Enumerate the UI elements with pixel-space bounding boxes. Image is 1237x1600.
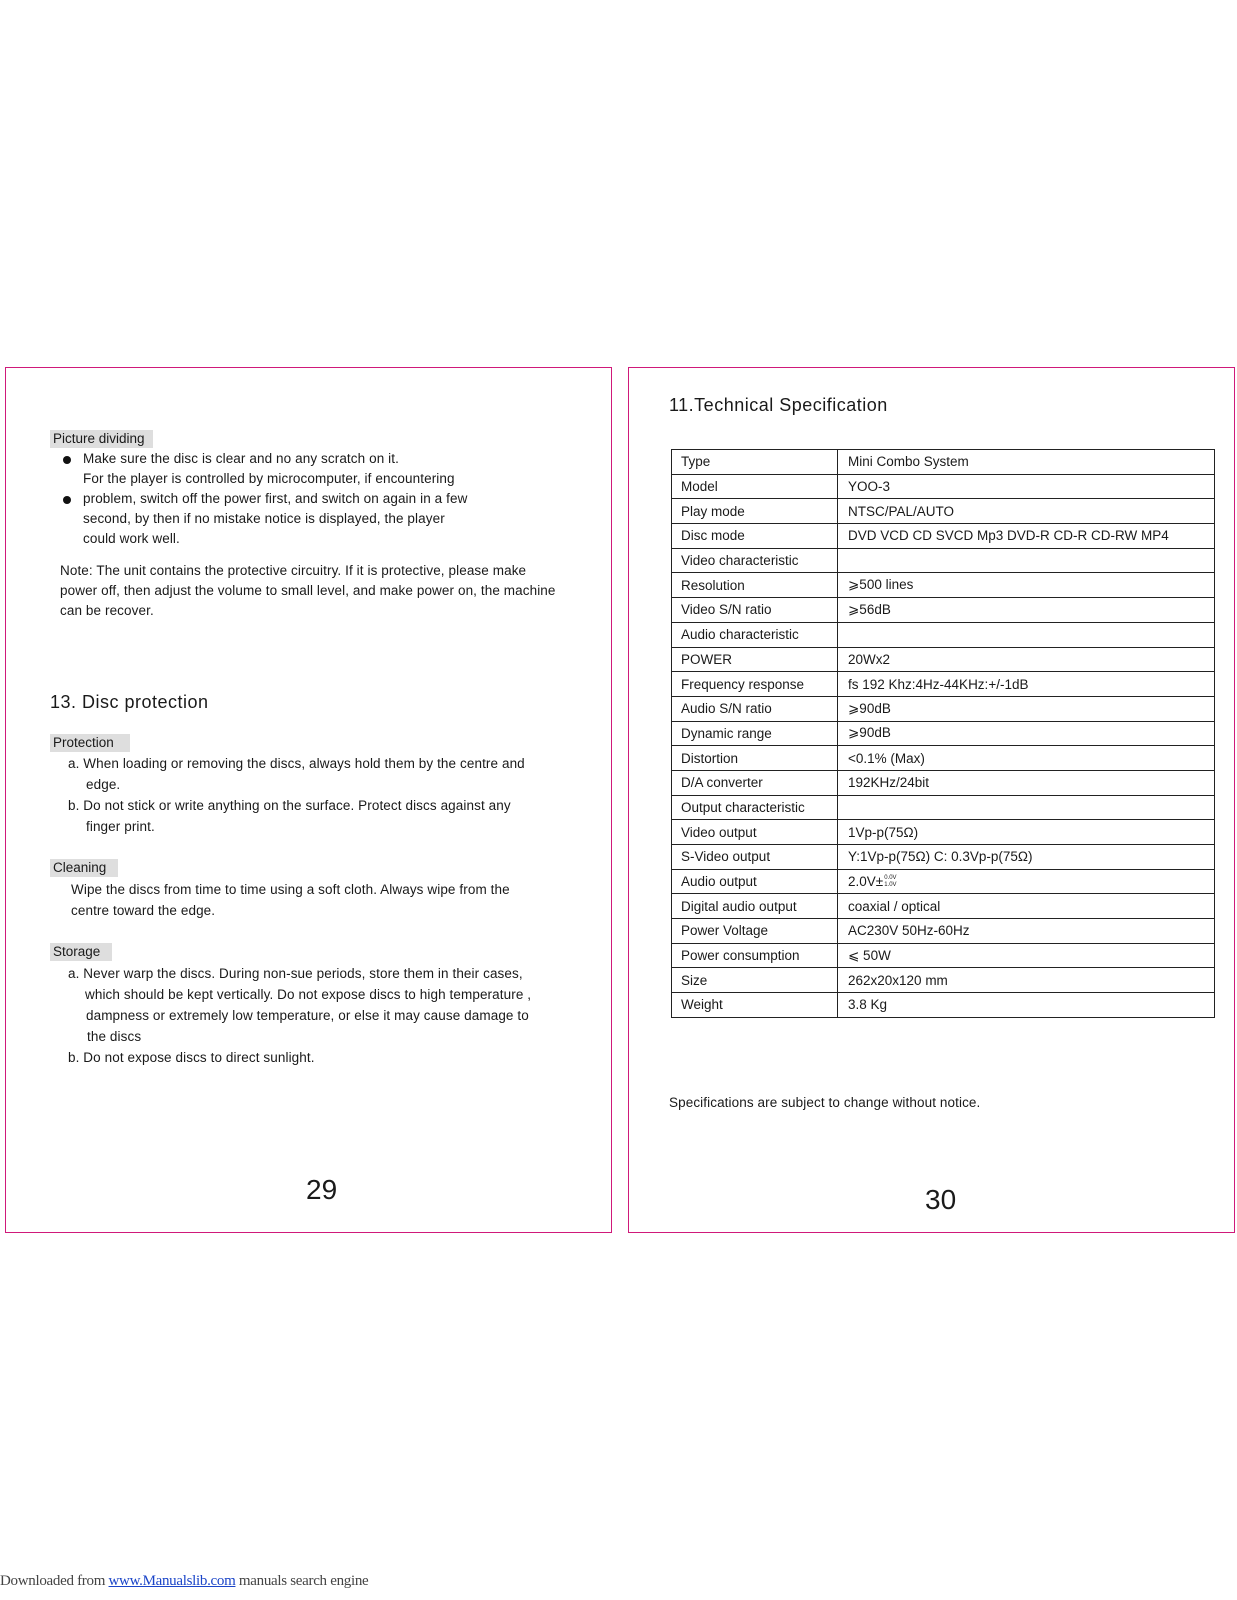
spec-label: Play mode (672, 499, 838, 524)
spec-value (838, 968, 1215, 993)
spec-value-text: fs 192 Khz:4Hz-44KHz:+/-1dB (848, 676, 1029, 692)
bullet-2-line-3: could work well. (83, 531, 180, 546)
disc-protection-heading: 13. Disc protection (50, 692, 209, 712)
spec-value-text: Mini Combo System (848, 454, 969, 470)
spec-value-text: 262x20x120 mm (848, 972, 948, 988)
spec-value (838, 647, 1215, 672)
spec-label: Resolution (672, 573, 838, 598)
footer (0, 1573, 368, 1590)
audio-output-tolerance (884, 875, 896, 889)
bullet-dot (63, 456, 71, 464)
spec-label: Output characteristic (672, 795, 838, 820)
note-line-3: can be recover. (60, 603, 154, 618)
spec-value-text: 3.8 Kg (848, 997, 888, 1013)
spec-value (838, 548, 1215, 573)
spec-row (672, 598, 1215, 623)
spec-value (838, 919, 1215, 944)
bullet-2-line-1: problem, switch off the power first, and switch on again in a few (83, 491, 468, 506)
spec-value (838, 474, 1215, 499)
note-line-2: power off, then adjust the volume to small level, and make power on, the machine (60, 583, 556, 598)
cleaning-label: Cleaning (50, 859, 118, 877)
spec-row (672, 573, 1215, 598)
spec-value (838, 622, 1215, 647)
spec-row (672, 622, 1215, 647)
spec-label: POWER (672, 647, 838, 672)
spec-value (838, 672, 1215, 697)
spec-row (672, 968, 1215, 993)
spec-value (838, 573, 1215, 598)
bullet-2-line-2: second, by then if no mistake notice is displayed, the player (83, 511, 445, 526)
tolerance-upper: 0.0V (884, 875, 897, 882)
spec-label: Video characteristic (672, 548, 838, 573)
manualslib-link[interactable]: www.Manualslib.com (108, 1573, 236, 1589)
protection-label: Protection (50, 734, 130, 752)
cleaning-line-2: centre toward the edge. (71, 903, 216, 918)
left-page (5, 367, 612, 1233)
bullet-dot (63, 496, 71, 504)
spec-label: Disc mode (672, 524, 838, 549)
spec-value-text: ⩾90dB (848, 725, 891, 741)
protection-line-3: b. Do not stick or write anything on the surface. Protect discs against any (68, 798, 511, 813)
spec-table (671, 449, 1215, 1018)
spec-label: Size (672, 968, 838, 993)
spec-row (672, 548, 1215, 573)
protection-line-4: finger print. (86, 819, 155, 834)
spec-value (838, 993, 1215, 1018)
spec-label: S-Video output (672, 845, 838, 870)
protection-line-1: a. When loading or removing the discs, always hold them by the centre and (68, 756, 525, 771)
spec-value (838, 894, 1215, 919)
spec-row (672, 943, 1215, 968)
spec-label: Dynamic range (672, 721, 838, 746)
storage-line-5: b. Do not expose discs to direct sunlight. (68, 1050, 315, 1065)
footer-suffix: manuals search engine (235, 1573, 369, 1589)
spec-label: Type (672, 450, 838, 475)
spec-row (672, 524, 1215, 549)
disclaimer: Specifications are subject to change without notice. (669, 1095, 981, 1110)
spec-value (838, 943, 1215, 968)
spec-value-text: ⩾56dB (848, 601, 891, 617)
spec-row (672, 993, 1215, 1018)
page-number-29: 29 (306, 1174, 338, 1205)
spec-row (672, 894, 1215, 919)
spec-row (672, 919, 1215, 944)
note-line-1: Note: The unit contains the protective circuitry. If it is protective, please make (60, 563, 527, 578)
spec-label: Audio S/N ratio (672, 696, 838, 721)
spec-row (672, 869, 1215, 894)
spec-value (838, 721, 1215, 746)
spec-value-text: DVD VCD CD SVCD Mp3 DVD-R CD-R CD-RW MP4 (848, 528, 1169, 544)
spec-row (672, 770, 1215, 795)
spec-value-text: 2.0V± (848, 873, 884, 889)
spec-label: Audio characteristic (672, 622, 838, 647)
spec-value (838, 795, 1215, 820)
spec-value (838, 499, 1215, 524)
spec-row (672, 672, 1215, 697)
tolerance-lower: 1.0V (884, 882, 897, 889)
spec-label: Frequency response (672, 672, 838, 697)
storage-line-3: dampness or extremely low temperature, or else it may cause damage to (86, 1008, 529, 1023)
spec-label: Model (672, 474, 838, 499)
page-number-30: 30 (925, 1184, 957, 1215)
storage-line-1: a. Never warp the discs. During non-sue periods, store them in their cases, (68, 966, 523, 981)
footer-prefix: Downloaded from (0, 1573, 109, 1589)
spec-value (838, 869, 1215, 894)
spec-value (838, 450, 1215, 475)
spec-row (672, 450, 1215, 475)
spec-value (838, 770, 1215, 795)
spec-row (672, 696, 1215, 721)
spec-value-text: YOO-3 (848, 479, 891, 495)
spec-value (838, 524, 1215, 549)
spec-row (672, 820, 1215, 845)
spec-label: Digital audio output (672, 894, 838, 919)
spec-value (838, 598, 1215, 623)
storage-line-2: which should be kept vertically. Do not expose discs to high temperature , (85, 987, 532, 1002)
cleaning-line-1: Wipe the discs from time to time using a soft cloth. Always wipe from the (71, 882, 510, 897)
spec-value-text: <0.1% (Max) (848, 750, 925, 766)
spec-value (838, 696, 1215, 721)
spec-value-text: ⩾500 lines (848, 577, 914, 593)
spec-value-text: NTSC/PAL/AUTO (848, 503, 955, 519)
spec-value (838, 845, 1215, 870)
spec-value-text: 20Wx2 (848, 651, 891, 667)
spec-row (672, 845, 1215, 870)
spec-value-text: 192KHz/24bit (848, 775, 930, 791)
spec-label: D/A converter (672, 770, 838, 795)
storage-label: Storage (50, 943, 112, 961)
spec-value-text: coaxial / optical (848, 898, 941, 914)
spec-row (672, 647, 1215, 672)
spec-label: Audio output (672, 869, 838, 894)
spec-value (838, 746, 1215, 771)
spec-value (838, 820, 1215, 845)
spec-label: Video output (672, 820, 838, 845)
right-page (628, 367, 1235, 1233)
spec-value-text: 1Vp-p(75Ω) (848, 824, 919, 840)
spec-label: Power consumption (672, 943, 838, 968)
picture-dividing-label: Picture dividing (50, 430, 153, 448)
spec-row (672, 746, 1215, 771)
spec-row (672, 721, 1215, 746)
spec-row (672, 499, 1215, 524)
spec-label: Power Voltage (672, 919, 838, 944)
technical-specification-heading: 11.Technical Specification (669, 395, 888, 415)
spec-row (672, 795, 1215, 820)
bullet-1-line-1: Make sure the disc is clear and no any scratch on it. (83, 451, 399, 466)
bullet-1-line-2: For the player is controlled by microcomputer, if encountering (83, 471, 455, 486)
spec-value-text: ⩽ 50W (848, 947, 891, 963)
spec-value-text: Y:1Vp-p(75Ω) C: 0.3Vp-p(75Ω) (848, 849, 1033, 865)
spec-value-text: AC230V 50Hz-60Hz (848, 923, 970, 939)
spec-label: Weight (672, 993, 838, 1018)
spec-value-text: ⩾90dB (848, 700, 891, 716)
spec-label: Distortion (672, 746, 838, 771)
storage-line-4: the discs (87, 1029, 142, 1044)
protection-line-2: edge. (86, 777, 121, 792)
spec-row (672, 474, 1215, 499)
spec-label: Video S/N ratio (672, 598, 838, 623)
